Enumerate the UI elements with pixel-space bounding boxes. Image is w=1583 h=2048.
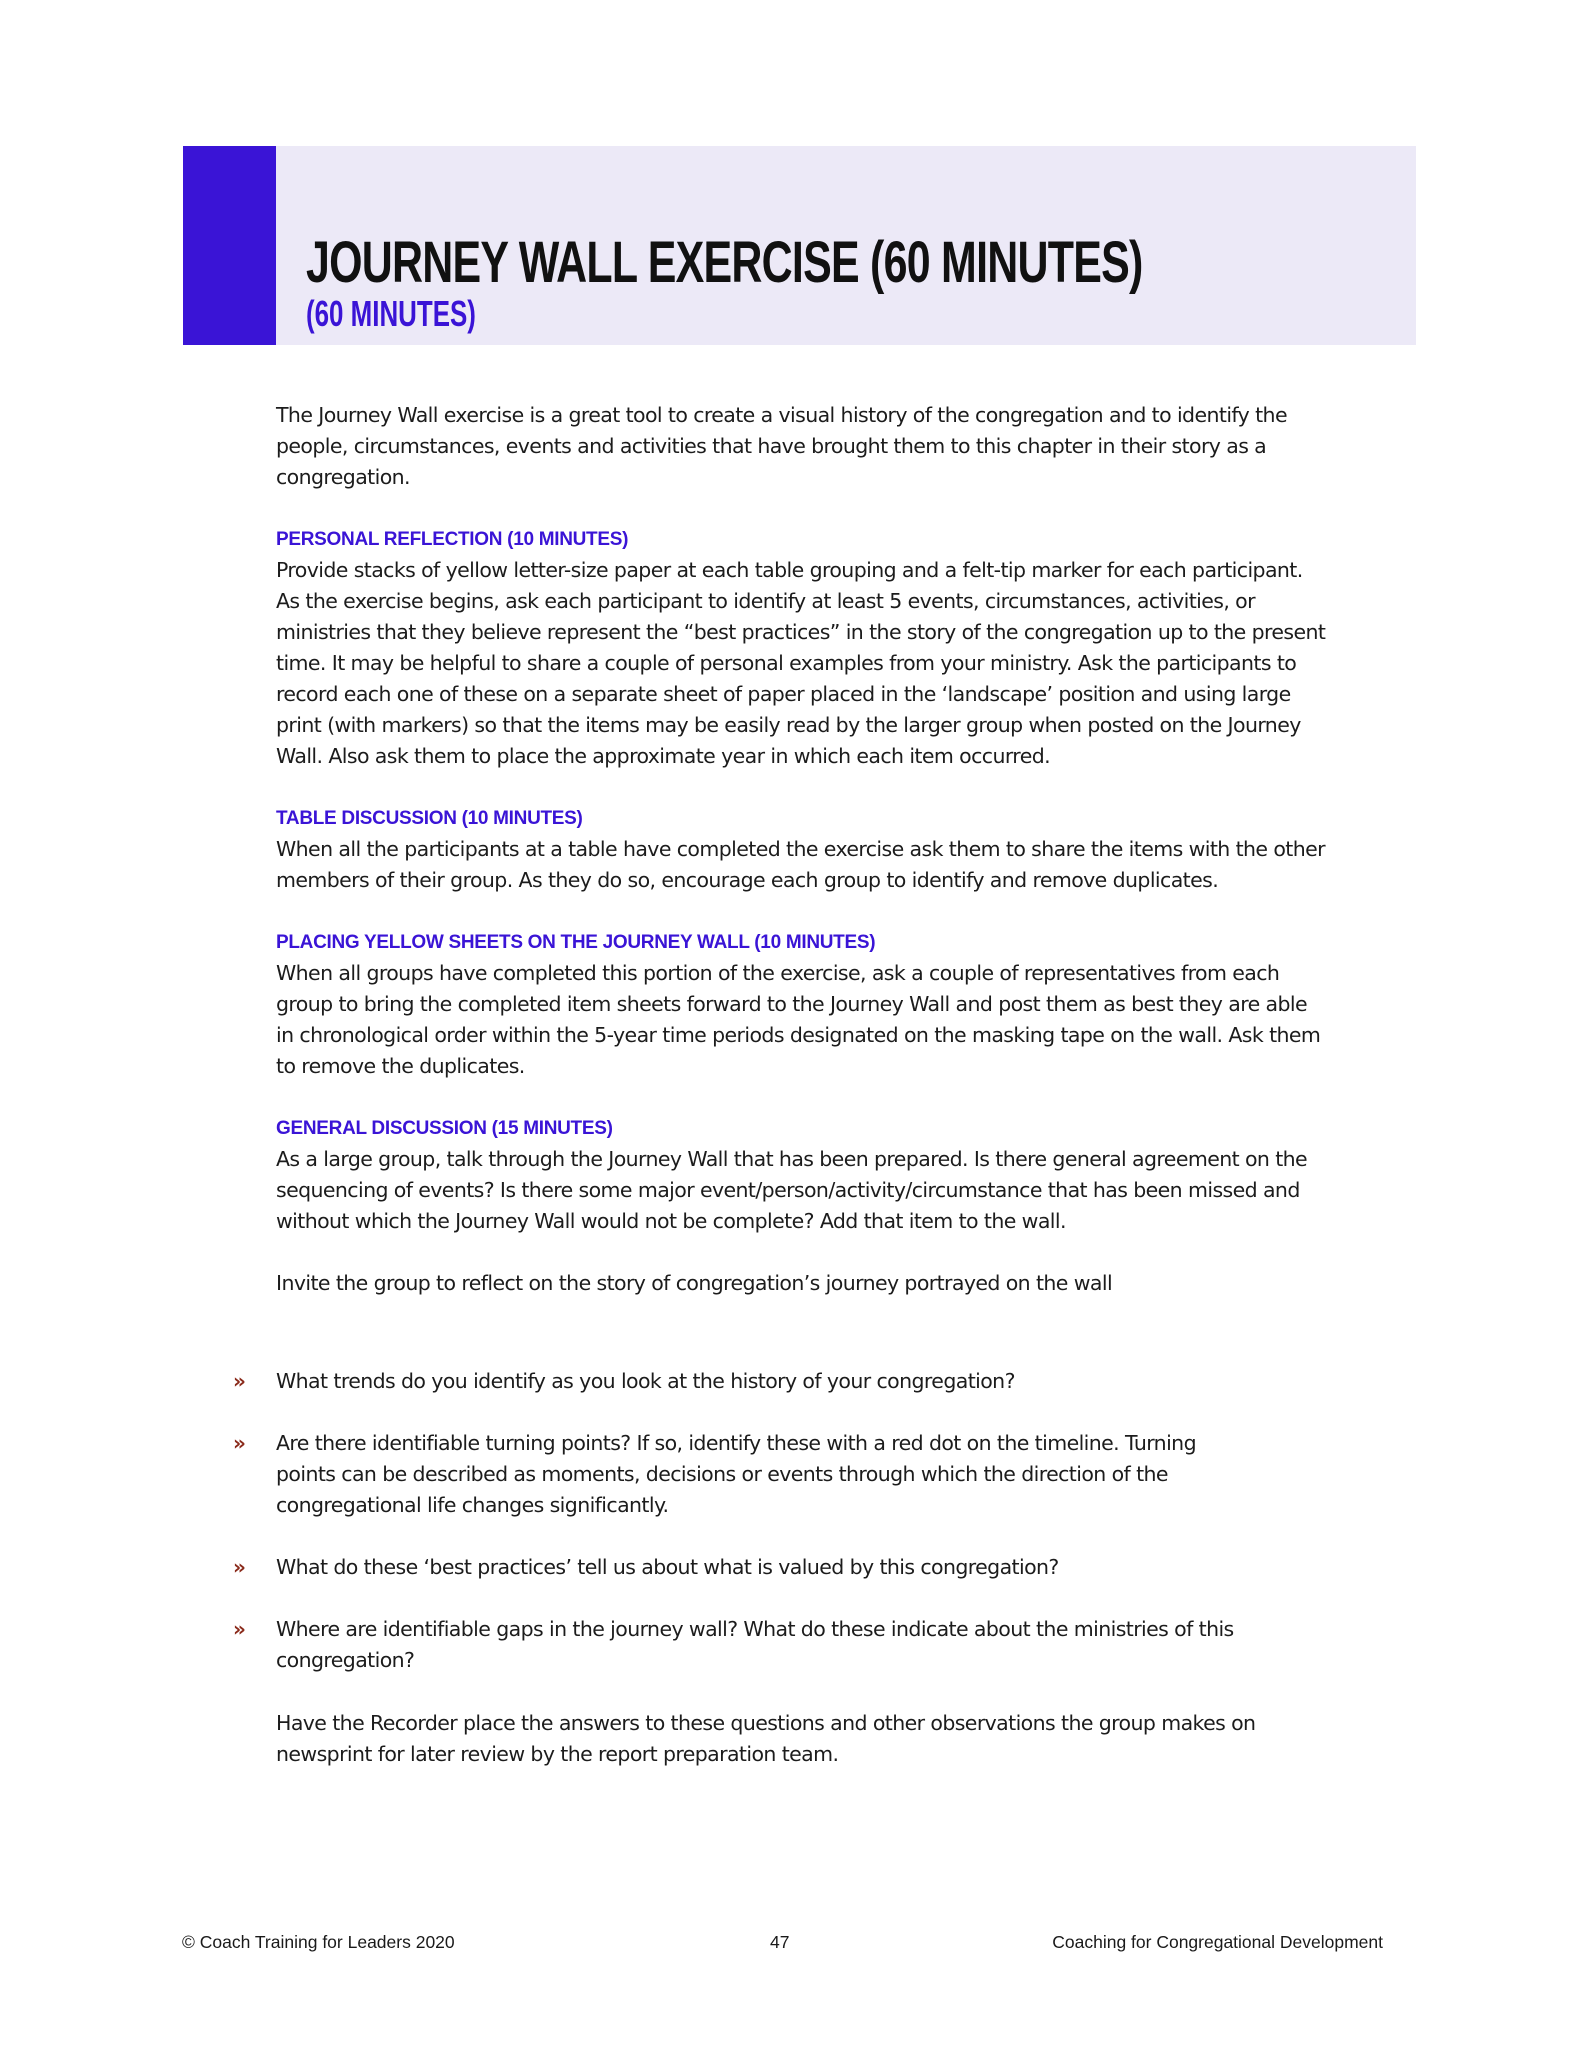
- text-line: What do these ‘best practices’ tell us about what is valued by this congregation?: [276, 1555, 1059, 1579]
- section-table-discussion: [276, 803, 1356, 896]
- section-heading: GENERAL DISCUSSION (15 MINUTES): [276, 1118, 613, 1139]
- text-line: congregational life changes significantly.: [276, 1493, 669, 1517]
- section-general-discussion: [276, 1113, 1356, 1299]
- text-line: print (with markers) so that the items may be easily read by the larger group when posted on the Journey: [276, 713, 1301, 737]
- list-item: [233, 1428, 1353, 1521]
- page-footer: [0, 1932, 1583, 1962]
- header-band: [183, 146, 1416, 345]
- section-heading: PERSONAL REFLECTION (10 MINUTES): [276, 529, 629, 550]
- text-line: The Journey Wall exercise is a great tool to create a visual history of the congregation and to identify the: [276, 403, 1287, 427]
- closing-paragraph: [276, 1708, 1356, 1770]
- text-line: congregation.: [276, 465, 410, 489]
- spacer: [276, 1237, 1356, 1268]
- text-line: to remove the duplicates.: [276, 1054, 525, 1078]
- text-line: Where are identifiable gaps in the journey wall? What do these indicate about the ministries of this: [276, 1617, 1234, 1641]
- text-line: group to bring the completed item sheets forward to the Journey Wall and post them as best they are able: [276, 992, 1307, 1016]
- text-line: ministries that they believe represent the “best practices” in the story of the congregation up to the present: [276, 620, 1326, 644]
- copyright-text: © Coach Training for Leaders 2020: [182, 1932, 455, 1952]
- text-line: sequencing of events? Is there some major event/person/activity/circumstance that has been missed and: [276, 1178, 1300, 1202]
- list-item: [233, 1552, 1353, 1583]
- text-line: What trends do you identify as you look at the history of your congregation?: [276, 1369, 1015, 1393]
- page-title: JOURNEY WALL EXERCISE (60 MINUTES): [306, 230, 1143, 295]
- chevron-right-double-icon: »: [233, 1617, 246, 1641]
- text-line: As the exercise begins, ask each participant to identify at least 5 events, circumstances, activities, or: [276, 589, 1255, 613]
- page-number: 47: [770, 1932, 790, 1952]
- text-line: time. It may be helpful to share a couple of personal examples from your ministry. Ask the participants to: [276, 651, 1297, 675]
- text-line: members of their group. As they do so, encourage each group to identify and remove duplicates.: [276, 868, 1219, 892]
- text-line: Are there identifiable turning points? If so, identify these with a red dot on the timeline. Turning: [276, 1431, 1196, 1455]
- section-placing-yellow-sheets: [276, 927, 1356, 1082]
- text-line: When all groups have completed this portion of the exercise, ask a couple of representatives from each: [276, 961, 1280, 985]
- text-line: congregation?: [276, 1648, 415, 1672]
- text-line: Have the Recorder place the answers to these questions and other observations the group makes on: [276, 1711, 1256, 1735]
- text-line: When all the participants at a table have completed the exercise ask them to share the items with the other: [276, 837, 1325, 861]
- section-heading: TABLE DISCUSSION (10 MINUTES): [276, 808, 583, 829]
- list-item: [233, 1614, 1353, 1676]
- text-line: without which the Journey Wall would not be complete? Add that item to the wall.: [276, 1209, 1066, 1233]
- accent-bar: [183, 146, 276, 345]
- text-line: Wall. Also ask them to place the approximate year in which each item occurred.: [276, 744, 1051, 768]
- section-heading: PLACING YELLOW SHEETS ON THE JOURNEY WALL (10 MINUTES): [276, 932, 876, 953]
- text-line: newsprint for later review by the report preparation team.: [276, 1742, 839, 1766]
- chevron-right-double-icon: »: [233, 1555, 246, 1579]
- page-subtitle: (60 MINUTES): [306, 293, 476, 334]
- intro-paragraph: [276, 400, 1356, 493]
- text-line: Invite the group to reflect on the story of congregation’s journey portrayed on the wall: [276, 1271, 1113, 1295]
- chevron-right-double-icon: »: [233, 1431, 246, 1455]
- document-body: [276, 400, 1356, 1299]
- text-line: in chronological order within the 5-year time periods designated on the masking tape on the wall. Ask them: [276, 1023, 1321, 1047]
- text-line: Provide stacks of yellow letter-size paper at each table grouping and a felt-tip marker for each participant.: [276, 558, 1303, 582]
- list-item: [233, 1366, 1353, 1397]
- document-title: Coaching for Congregational Development: [1052, 1932, 1383, 1952]
- chevron-right-double-icon: »: [233, 1369, 246, 1393]
- text-line: As a large group, talk through the Journey Wall that has been prepared. Is there general agreement on the: [276, 1147, 1308, 1171]
- question-list: [233, 1366, 1353, 1707]
- section-personal-reflection: [276, 524, 1356, 772]
- text-line: record each one of these on a separate sheet of paper placed in the ‘landscape’ position and using large: [276, 682, 1291, 706]
- text-line: people, circumstances, events and activities that have brought them to this chapter in their story as a: [276, 434, 1267, 458]
- text-line: points can be described as moments, decisions or events through which the direction of the: [276, 1462, 1168, 1486]
